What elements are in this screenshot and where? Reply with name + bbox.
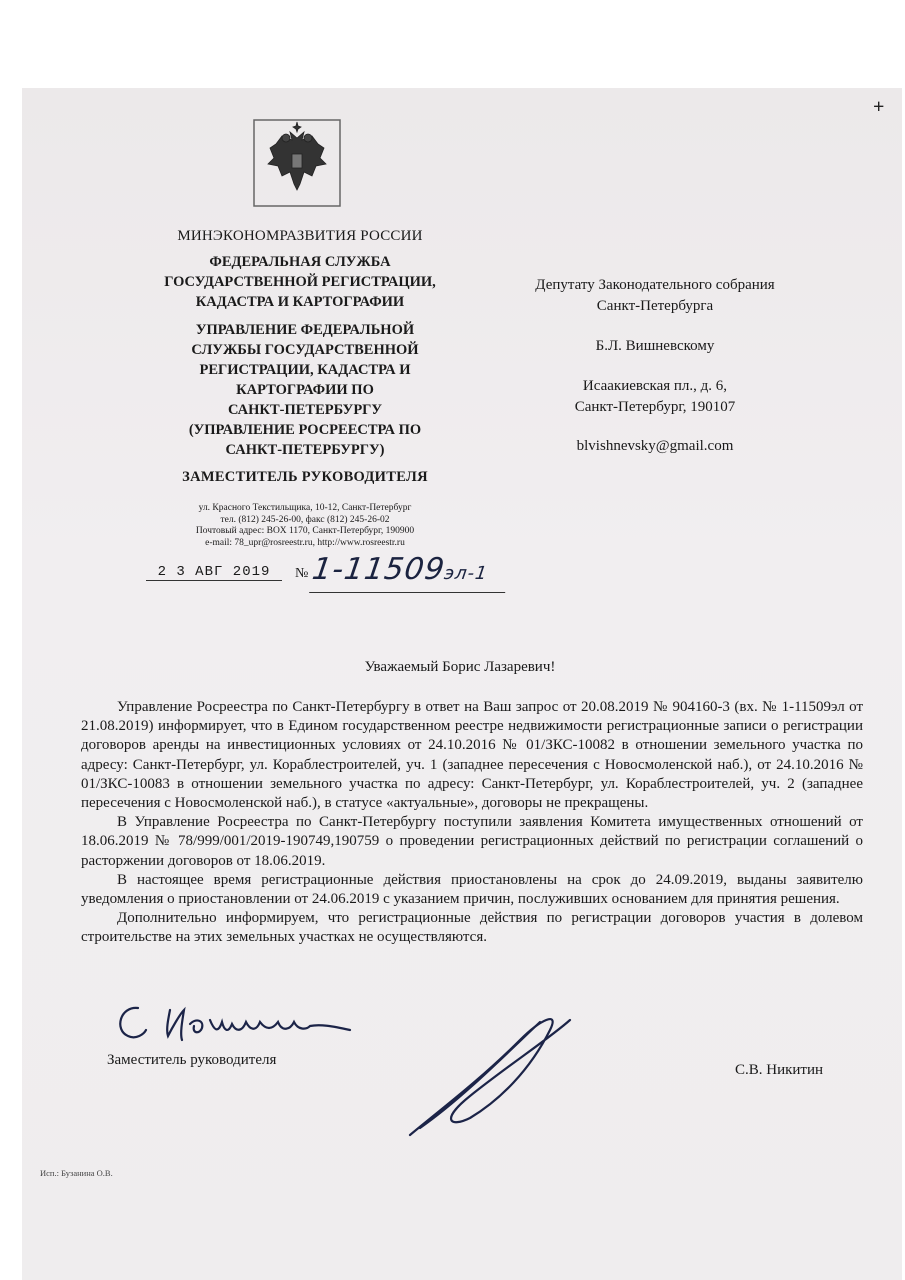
signer-position: Заместитель руководителя [107,1052,277,1068]
body-paragraph: Управление Росреестра по Санкт-Петербургу в ответ на Ваш запрос от 20.08.2019 № 904160-3 (вх. № 1-11509эл от 21.08.2019) информирует, что в Едином государственном реестре недвижимости регистрационные записи о регистрации договоров аренды на инвестиционных условиях от 24.10.2016 № 01/ЗКС-10082 в отношении земельного участка по адресу: Санкт-Петербург, ул. Кораблестроителей, уч. 1 (западнее пересечения с Новосмоленской наб.), от 24.10.2016 № 01/ЗКС-10083 в отношении земельного участка по адресу: Санкт-Петербург, ул. Кораблестроителей, уч. 2 (западнее пересечения с Новосмоленской наб.), в статусе «актуальные», договоры не прекращены. [81,699,863,812]
executor-note: Исп.: Бузанина О.В. [40,1168,113,1178]
service-name [120,252,480,312]
addressee-address [490,376,820,418]
contact-line: Почтовый адрес: BOX 1170, Санкт-Петербург, 190900 [195,526,415,536]
body-paragraph: В Управление Росреестра по Санкт-Петербургу поступили заявления Комитета имущественных отношений от 18.06.2019 № 78/999/001/2019-190749,190759 о проведении регистрационных действий по регистрации соглашений о расторжении договоров от 18.06.2019. [81,814,863,869]
body-paragraph: Дополнительно информируем, что регистрационные действия по регистрации договоров участия в долевом строительстве на этих земельных участках не осуществляются. [81,910,863,946]
office-line: (УПРАВЛЕНИЕ РОСРЕЕСТРА ПО [188,422,422,438]
address-line: Санкт-Петербург, 190107 [574,399,736,415]
office-name [130,320,480,460]
registration-number-main: 1-11509 [309,552,448,587]
addressee-name: Б.Л. Вишневскому [595,338,715,354]
signer-name: С.В. Никитин [735,1062,824,1078]
contact-line: ул. Красного Текстильщика, 10-12, Санкт-Петербург [198,503,412,513]
registration-number-label: № [295,566,309,581]
coat-of-arms-icon [252,118,342,208]
addressee-line: Санкт-Петербурга [596,298,714,314]
sender-contacts [140,503,470,549]
office-line: КАРТОГРАФИИ ПО [236,382,374,398]
corner-mark: + [873,96,885,118]
registration-number-suffix: эл-1 [442,563,490,584]
service-line: ГОСУДАРСТВЕННОЙ РЕГИСТРАЦИИ, [164,274,436,290]
registration-number [309,552,511,593]
contact-line: e-mail: 78_upr@rosreestr.ru, http://www.rosreestr.ru [205,537,405,548]
service-line: ФЕДЕРАЛЬНАЯ СЛУЖБА [209,254,391,270]
handwritten-regards-signature [110,1000,370,1050]
sender-position: ЗАМЕСТИТЕЛЬ РУКОВОДИТЕЛЯ [182,469,428,485]
address-line: Исаакиевская пл., д. 6, [582,378,728,394]
office-line: РЕГИСТРАЦИИ, КАДАСТРА И [199,362,411,378]
official-signature [400,1000,590,1140]
office-line: САНКТ-ПЕТЕРБУРГУ) [225,442,385,458]
office-line: СЛУЖБЫ ГОСУДАРСТВЕННОЙ [191,342,419,358]
service-line: КАДАСТРА И КАРТОГРАФИИ [195,294,405,310]
office-line: УПРАВЛЕНИЕ ФЕДЕРАЛЬНОЙ [195,322,415,338]
salutation: Уважаемый Борис Лазаревич! [364,659,556,675]
addressee-line: Депутату Законодательного собрания [535,277,775,293]
contact-line: тел. (812) 245-26-00, факс (812) 245-26-02 [220,514,390,525]
body-paragraph: В настоящее время регистрационные действия приостановлены на срок до 24.09.2019, выданы заявителю уведомления о приостановлении от 24.06.2019 с указанием причин, послуживших основанием для принятия решения. [81,871,863,908]
office-line: САНКТ-ПЕТЕРБУРГУ [227,402,383,418]
addressee-title [490,275,820,317]
letter-body [81,698,863,948]
registration-date: 2 3 АВГ 2019 [146,564,282,581]
addressee-email: blvishnevsky@gmail.com [576,438,734,454]
ministry-name: МИНЭКОНОМРАЗВИТИЯ РОССИИ [177,228,423,244]
